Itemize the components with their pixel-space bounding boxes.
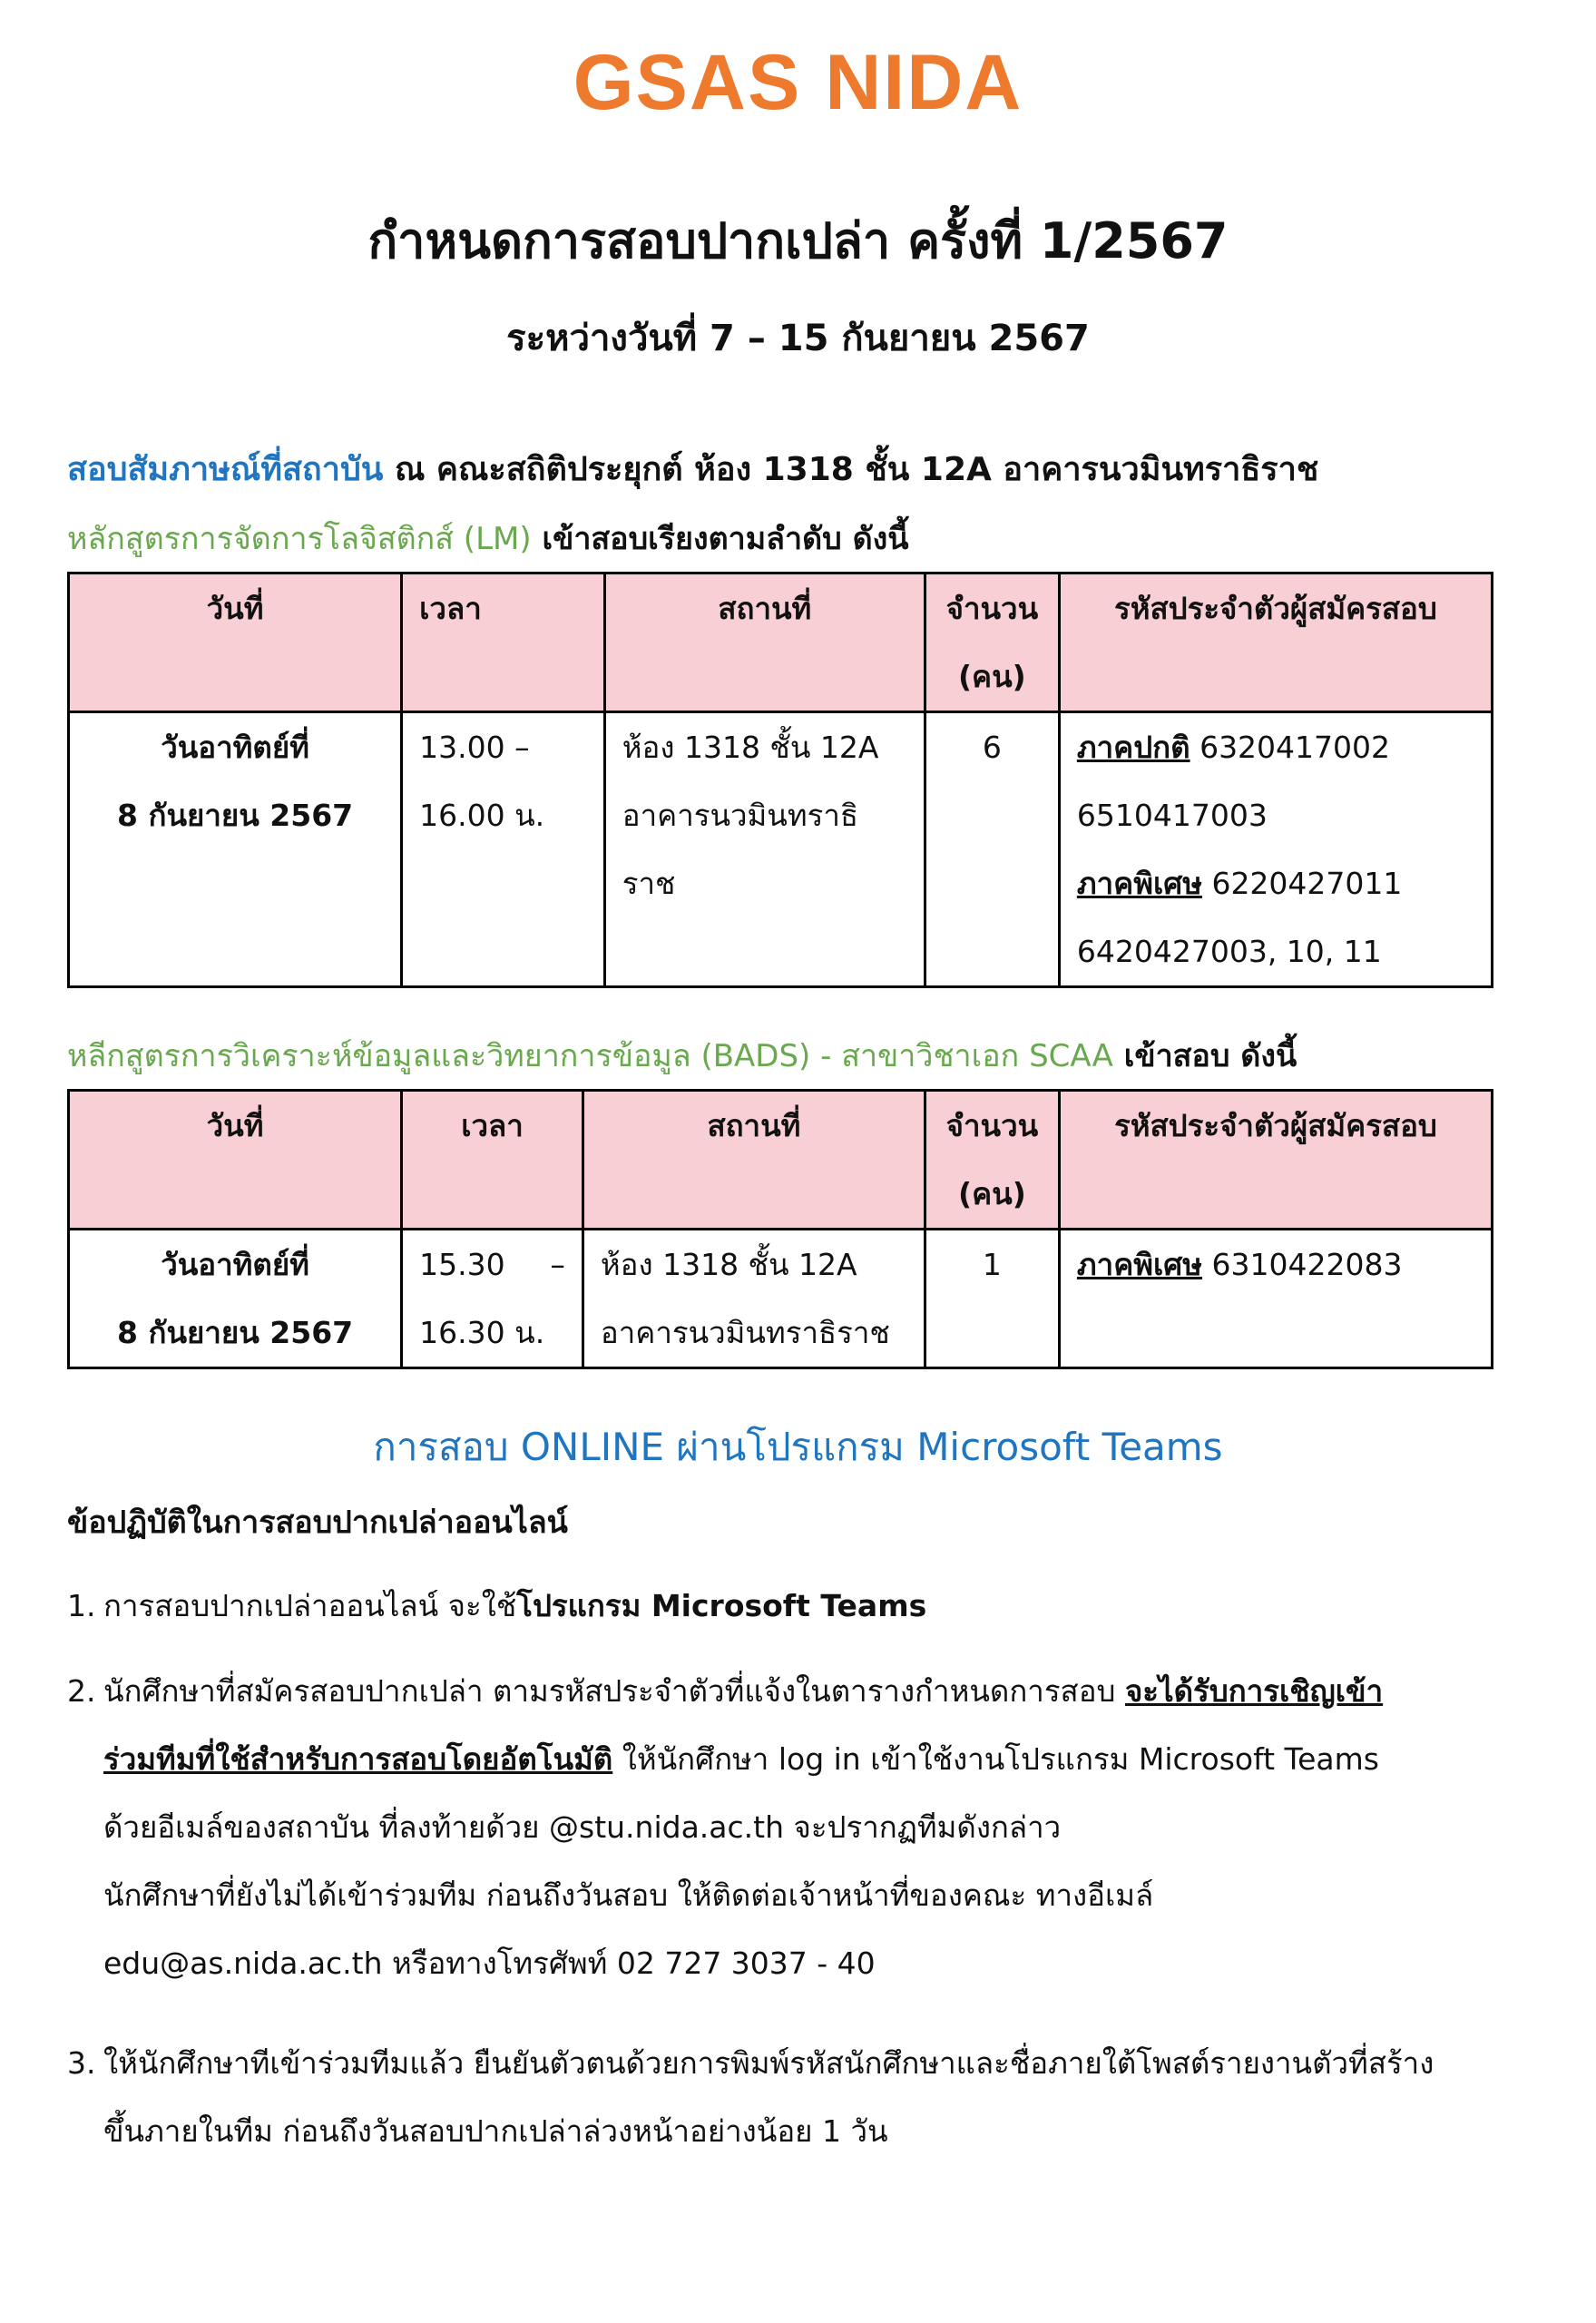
regular-label: ภาคปกติ xyxy=(1076,730,1190,765)
rule-item-2: 2. นักศึกษาที่สมัครสอบปากเปล่า ตามรหัสประจำตัวที่แจ้งในตารางกำหนดการสอบ จะได้รับการเชิญเข้า ร่วมทีมที่ใช้สำหรับการสอบโดยอัตโนมัติ ให้นักศึกษา log in เข้าใช้งานโปรแกรม Microsoft Teams ด้วยอีเมล์ของสถาบัน ที่ลงท้ายด้วย @stu.nida.ac.th จะปรากฏทีมดังกล่าว นักศึกษาที่ยังไม่ได้เข้าร่วมทีม ก่อนถึงวันสอบ ให้ติดต่อเจ้าหน้าที่ของคณะ ทางอีเมล์ edu@as.nida.ac.th หรือทางโทรศัพท์ 02 727 3037 - 40 xyxy=(67,1673,1384,1981)
header-date: วันที่ xyxy=(69,1091,402,1230)
lm-schedule-table xyxy=(67,572,1493,988)
cell-place: ห้อง 1318 ชั้น 12A อาคารนวมินทราธิราช xyxy=(583,1230,925,1368)
bads-schedule-table xyxy=(67,1089,1493,1369)
header-time: เวลา xyxy=(402,1091,583,1230)
cell-date: วันอาทิตย์ที่ 8 กันยายน 2567 xyxy=(69,712,402,987)
cell-count: 6 xyxy=(925,712,1059,987)
header-count: จำนวน (คน) xyxy=(925,1091,1059,1230)
header-date: วันที่ xyxy=(69,573,402,712)
lm-heading-text: เข้าสอบเรียงตามลำดับ ดังนี้ xyxy=(531,521,909,557)
header-time: เวลา xyxy=(402,573,605,712)
header-place: สถานที่ xyxy=(583,1091,925,1230)
rules-heading: ข้อปฏิบัติในการสอบปากเปล่าออนไลน์ xyxy=(67,1505,568,1541)
gsas-nida-logo: GSAS NIDA xyxy=(573,39,1023,126)
cell-place: ห้อง 1318 ชั้น 12A อาคารนวมินทราธิ ราช xyxy=(604,712,925,987)
cell-date: วันอาทิตย์ที่ 8 กันยายน 2567 xyxy=(69,1230,402,1368)
special-label: ภาคพิเศษ xyxy=(1076,866,1202,901)
bads-program-name: หลีกสูตรการวิเคราะห์ข้อมูลและวิทยาการข้อมูล (BADS) - สาขาวิชาเอก SCAA xyxy=(67,1038,1113,1074)
cell-time: 15.30 – 16.30 น. xyxy=(402,1230,583,1368)
lm-heading xyxy=(67,514,909,563)
header-ids: รหัสประจำตัวผู้สมัครสอบ xyxy=(1059,573,1492,712)
header-count: จำนวน (คน) xyxy=(925,573,1059,712)
cell-ids: ภาคพิเศษ 6310422083 xyxy=(1059,1230,1492,1368)
header-place: สถานที่ xyxy=(604,573,925,712)
venue-line-label: สอบสัมภาษณ์ที่สถาบัน xyxy=(67,451,384,488)
venue-line xyxy=(67,443,1318,495)
lm-program-name: หลักสูตรการจัดการโลจิสติกส์ (LM) xyxy=(67,521,532,557)
rule-item-3: 3. ให้นักศึกษาทีเข้าร่วมทีมแล้ว ยืนยันตัวตนด้วยการพิมพ์รหัสนักศึกษาและชื่อภายใต้โพสต์รายงานตัวที่สร้าง ขึ้นภายในทีม ก่อนถึงวันสอบปากเปล่าล่วงหน้าอย่างน้อย 1 วัน xyxy=(67,2045,1434,2149)
special-label: ภาคพิเศษ xyxy=(1076,1247,1202,1282)
table-row xyxy=(69,712,1493,987)
cell-time: 13.00 – 16.00 น. xyxy=(402,712,605,987)
venue-line-text: ณ คณะสถิติประยุกต์ ห้อง 1318 ชั้น 12A อาคารนวมินทราธิราช xyxy=(383,451,1319,488)
page-subtitle: ระหว่างวันที่ 7 – 15 กันยายน 2567 xyxy=(506,318,1090,359)
cell-ids: ภาคปกติ 6320417002 6510417003 ภาคพิเศษ 6220427011 6420427003, 10, 11 xyxy=(1059,712,1492,987)
cell-count: 1 xyxy=(925,1230,1059,1368)
rule-item-1: 1. การสอบปากเปล่าออนไลน์ จะใช้โปรแกรม Microsoft Teams xyxy=(67,1588,927,1623)
table-header-row xyxy=(69,1091,1493,1230)
online-exam-title: การสอบ ONLINE ผ่านโปรแกรม Microsoft Teams xyxy=(373,1425,1223,1469)
header-ids: รหัสประจำตัวผู้สมัครสอบ xyxy=(1059,1091,1492,1230)
page-title: กำหนดการสอบปากเปล่า ครั้งที่ 1/2567 xyxy=(367,212,1229,270)
table-header-row xyxy=(69,573,1493,712)
bads-heading-text: เข้าสอบ ดังนี้ xyxy=(1112,1038,1297,1074)
bads-heading xyxy=(67,1031,1297,1080)
table-row xyxy=(69,1230,1493,1368)
